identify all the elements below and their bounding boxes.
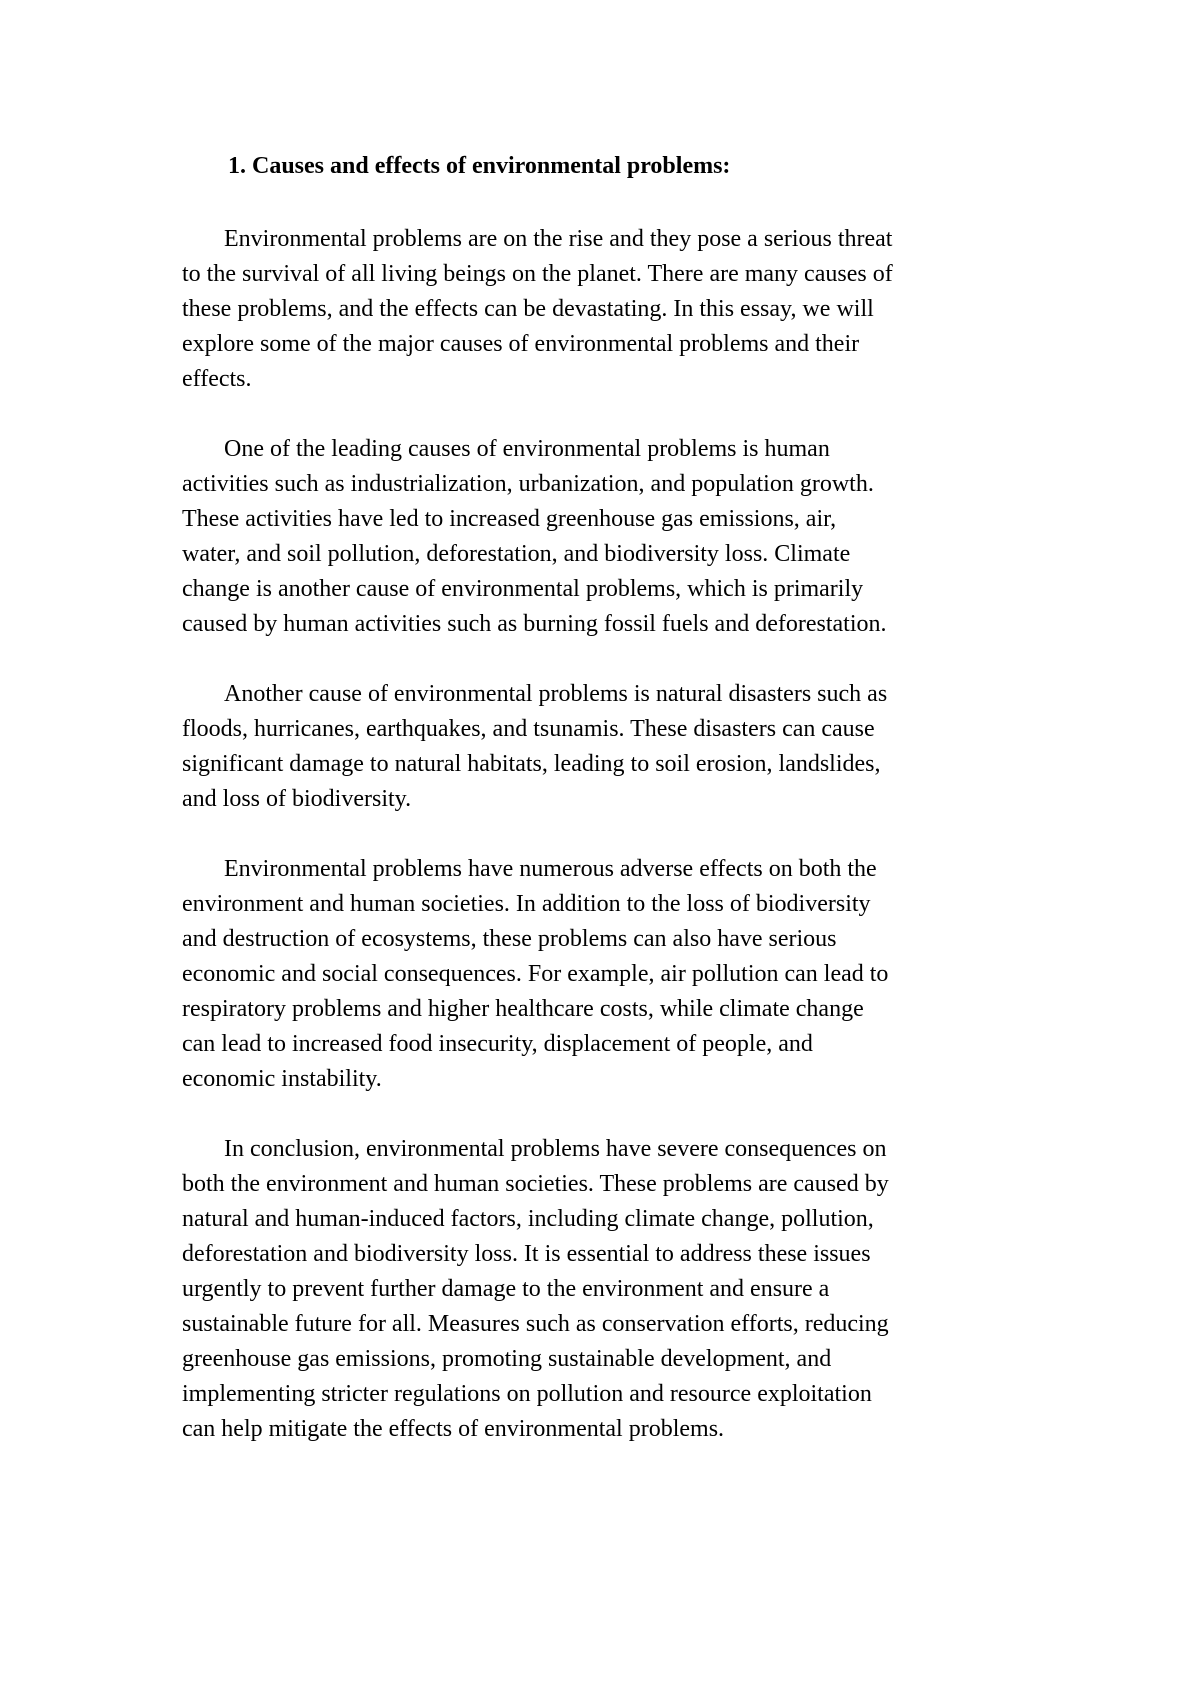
paragraph-line: both the environment and human societies. These problems are caused by xyxy=(182,1171,889,1197)
paragraph-line: greenhouse gas emissions, promoting sustainable development, and xyxy=(182,1346,832,1372)
paragraph-line: economic and social consequences. For example, air pollution can lead to xyxy=(182,961,889,987)
paragraph-natural-disasters xyxy=(182,677,1032,817)
paragraph-line: Environmental problems have numerous adverse effects on both the xyxy=(224,856,877,882)
paragraph-line: can lead to increased food insecurity, displacement of people, and xyxy=(182,1031,813,1057)
paragraph-line: Environmental problems are on the rise and they pose a serious threat xyxy=(224,226,893,252)
paragraph-line: economic instability. xyxy=(182,1066,382,1092)
paragraph-line: environment and human societies. In addition to the loss of biodiversity xyxy=(182,891,871,917)
paragraph-line: these problems, and the effects can be devastating. In this essay, we will xyxy=(182,296,874,322)
section-heading: 1. Causes and effects of environmental problems: xyxy=(228,153,731,179)
paragraph-line: One of the leading causes of environmental problems is human xyxy=(224,436,830,462)
paragraph-line: significant damage to natural habitats, leading to soil erosion, landslides, xyxy=(182,751,881,777)
paragraph-line: and destruction of ecosystems, these problems can also have serious xyxy=(182,926,837,952)
paragraph-line: can help mitigate the effects of environmental problems. xyxy=(182,1416,725,1442)
paragraph-line: floods, hurricanes, earthquakes, and tsunamis. These disasters can cause xyxy=(182,716,875,742)
paragraph-intro xyxy=(182,222,1032,397)
paragraph-conclusion xyxy=(182,1132,1032,1447)
paragraph-line: urgently to prevent further damage to the environment and ensure a xyxy=(182,1276,830,1302)
paragraph-line: implementing stricter regulations on pollution and resource exploitation xyxy=(182,1381,872,1407)
paragraph-line: effects. xyxy=(182,366,252,392)
paragraph-line: respiratory problems and higher healthcare costs, while climate change xyxy=(182,996,864,1022)
paragraph-line: and loss of biodiversity. xyxy=(182,786,412,812)
paragraph-line: These activities have led to increased greenhouse gas emissions, air, xyxy=(182,506,837,532)
paragraph-line: explore some of the major causes of environmental problems and their xyxy=(182,331,860,357)
essay-body xyxy=(182,222,1032,1482)
paragraph-line: sustainable future for all. Measures such as conservation efforts, reducing xyxy=(182,1311,889,1337)
paragraph-line: activities such as industrialization, urbanization, and population growth. xyxy=(182,471,874,497)
paragraph-line: water, and soil pollution, deforestation, and biodiversity loss. Climate xyxy=(182,541,851,567)
paragraph-line: to the survival of all living beings on the planet. There are many causes of xyxy=(182,261,893,287)
paragraph-line: In conclusion, environmental problems have severe consequences on xyxy=(224,1136,887,1162)
paragraph-line: caused by human activities such as burning fossil fuels and deforestation. xyxy=(182,611,887,637)
paragraph-human-causes xyxy=(182,432,1032,642)
paragraph-line: Another cause of environmental problems is natural disasters such as xyxy=(224,681,888,707)
paragraph-effects xyxy=(182,852,1032,1097)
paragraph-line: natural and human-induced factors, including climate change, pollution, xyxy=(182,1206,874,1232)
paragraph-line: change is another cause of environmental problems, which is primarily xyxy=(182,576,864,602)
paragraph-line: deforestation and biodiversity loss. It is essential to address these issues xyxy=(182,1241,871,1267)
